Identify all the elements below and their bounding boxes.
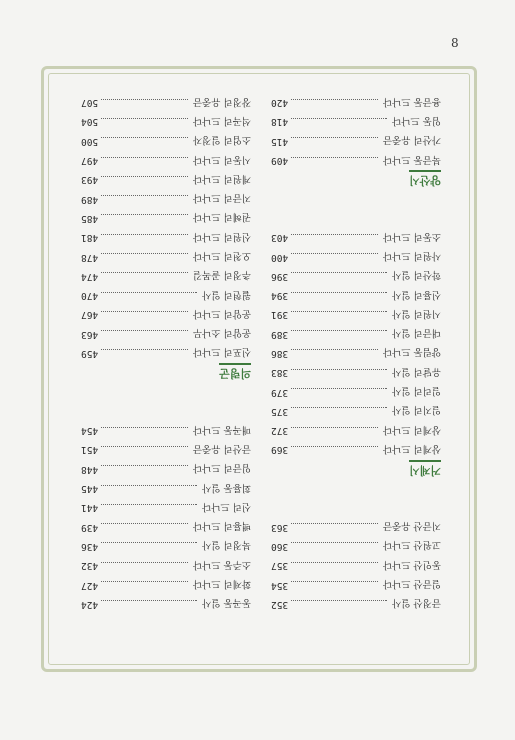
entry-title: 대금리 일사 (392, 327, 441, 339)
entry-page-number: 427 (81, 579, 99, 591)
entry-page-number: 454 (81, 425, 99, 437)
dot-leader (101, 427, 188, 429)
toc-entry (271, 286, 441, 305)
entry-title: 석곡리 드나다 (192, 114, 251, 126)
spacer (81, 402, 251, 421)
entry-page-number: 369 (271, 444, 289, 456)
dot-leader (101, 330, 188, 332)
entry-page-number: 463 (81, 328, 99, 340)
toc-entry (81, 267, 251, 286)
entry-title: 임동 드나다 (392, 114, 441, 126)
spacer (81, 382, 251, 401)
entry-page-number: 391 (271, 309, 289, 321)
section-heading-row (271, 170, 441, 189)
entry-page-number: 489 (81, 193, 99, 205)
toc-entry (81, 575, 251, 594)
entry-title: 화제리 드나다 (192, 578, 251, 590)
entry-title: 월현리 일사 (202, 288, 251, 300)
dot-leader (291, 157, 378, 159)
section-heading-row (271, 460, 441, 479)
toc-entry (81, 247, 251, 266)
spacer (271, 479, 441, 498)
toc-entry (271, 267, 441, 286)
entry-title: 유달리 일사 (392, 365, 441, 377)
dot-leader (101, 157, 188, 159)
entry-title: 일금산 드나다 (382, 578, 441, 590)
entry-title: 백룡리 드나다 (192, 520, 251, 532)
entry-title: 소업리 일정자 (192, 134, 251, 146)
entry-page-number: 481 (81, 232, 99, 244)
entry-title: 가산리 유중금 (382, 134, 441, 146)
toc-entry (271, 325, 441, 344)
dot-leader (101, 465, 188, 467)
entry-page-number: 386 (271, 348, 289, 359)
entry-page-number: 467 (81, 309, 99, 321)
entry-page-number: 357 (271, 560, 289, 572)
toc-entry (271, 556, 441, 575)
entry-page-number: 432 (81, 560, 99, 572)
dot-leader (291, 137, 378, 139)
entry-title: 회룡동 일사 (202, 481, 251, 493)
toc-entry (271, 151, 441, 170)
entry-title: 시동리 드나다 (192, 153, 251, 165)
entry-title: 상계리 드나다 (382, 423, 441, 435)
dot-leader (101, 137, 188, 139)
entry-title: 북정리 일사 (202, 539, 251, 551)
toc-entry (81, 344, 251, 363)
toc-entry (81, 286, 251, 305)
toc-entry (81, 189, 251, 208)
entry-title: 신원리 드나다 (192, 230, 251, 242)
toc-entry (81, 228, 251, 247)
dot-leader (101, 272, 188, 274)
entry-title: 용금동 드나다 (382, 95, 441, 107)
entry-page-number: 379 (271, 386, 289, 398)
toc-entry (271, 344, 441, 363)
entry-title: 신리 드나다 (202, 500, 251, 512)
entry-title: 추정리 골목길 (192, 269, 251, 281)
entry-title: 일지리 일사 (392, 404, 441, 416)
dot-leader (291, 562, 378, 564)
entry-page-number: 418 (271, 116, 289, 128)
section-heading: 거제시 (409, 460, 441, 479)
dot-leader (101, 504, 197, 506)
entry-page-number: 504 (81, 116, 99, 128)
toc-entry (271, 247, 441, 266)
entry-page-number: 375 (271, 405, 289, 417)
entry-page-number: 448 (81, 463, 99, 475)
dot-leader (101, 581, 188, 583)
entry-title: 소주동 드나다 (192, 558, 251, 570)
section-heading: 의령군 (219, 363, 251, 382)
entry-title: 지금산 유중금 (382, 520, 441, 532)
entry-page-number: 360 (271, 540, 289, 552)
entry-page-number: 396 (271, 270, 289, 282)
dot-leader (101, 350, 188, 352)
entry-page-number: 436 (81, 540, 99, 552)
entry-title: 장정리 유중금 (192, 95, 251, 107)
dot-leader (101, 176, 188, 178)
toc-entry (81, 421, 251, 440)
entry-title: 북금동 드나다 (382, 153, 441, 165)
toc-entry (81, 479, 251, 498)
entry-page-number: 415 (271, 135, 289, 147)
entry-page-number: 439 (81, 521, 99, 533)
dot-leader (101, 562, 188, 564)
toc-entry (81, 151, 251, 170)
toc-entry (271, 305, 441, 324)
entry-title: 학산리 일사 (392, 269, 441, 281)
dot-leader (291, 272, 387, 274)
section-heading-row (81, 363, 251, 382)
dot-leader (291, 118, 387, 120)
spacer (271, 209, 441, 228)
entry-title: 신포리 드나다 (192, 346, 251, 358)
toc-entry (271, 382, 441, 401)
entry-title: 동인산 드나다 (382, 558, 441, 570)
toc-entry (81, 209, 251, 228)
entry-title: 고원산 드나다 (382, 539, 441, 551)
dot-leader (291, 234, 378, 236)
entry-title: 운암리 소나무 (192, 327, 251, 339)
entry-page-number: 403 (271, 232, 289, 244)
dot-leader (291, 581, 378, 583)
dot-leader (291, 427, 378, 429)
toc-entry (271, 132, 441, 151)
entry-page-number: 474 (81, 270, 99, 282)
toc-column-left (271, 93, 441, 614)
spacer (271, 498, 441, 517)
dot-leader (291, 542, 378, 544)
entry-title: 사원리 드나다 (382, 250, 441, 262)
toc-entry (81, 537, 251, 556)
toc-entry (271, 595, 441, 614)
dot-leader (291, 253, 378, 255)
toc-entry (81, 112, 251, 131)
entry-page-number: 363 (271, 521, 289, 533)
entry-page-number: 470 (81, 290, 99, 302)
dot-leader (101, 253, 188, 255)
page-number: 8 (451, 36, 459, 50)
entry-title: 권혜리 드나다 (192, 211, 251, 223)
toc-entry (81, 498, 251, 517)
entry-title: 오천리 드나다 (192, 250, 251, 262)
toc-entry (81, 460, 251, 479)
toc-entry (81, 518, 251, 537)
entry-title: 소동리 드나다 (382, 230, 441, 242)
entry-page-number: 459 (81, 348, 99, 359)
entry-page-number: 389 (271, 328, 289, 340)
entry-page-number: 354 (271, 579, 289, 591)
toc-entry (271, 575, 441, 594)
entry-page-number: 507 (81, 97, 99, 109)
entry-title: 시원리 일사 (392, 307, 441, 319)
dot-leader (291, 330, 387, 332)
dot-leader (291, 369, 387, 371)
dot-leader (291, 523, 378, 525)
entry-title: 매곡동 드나다 (192, 423, 251, 435)
toc-entry (271, 228, 441, 247)
toc-entry (271, 537, 441, 556)
toc-entry (271, 112, 441, 131)
dot-leader (291, 388, 387, 390)
dot-leader (101, 523, 188, 525)
entry-page-number: 485 (81, 212, 99, 224)
dot-leader (101, 214, 188, 216)
dot-leader (101, 118, 188, 120)
entry-page-number: 497 (81, 155, 99, 167)
toc-entry (81, 305, 251, 324)
toc-entry (81, 595, 251, 614)
entry-title: 일리리 일사 (392, 385, 441, 397)
dot-leader (101, 600, 197, 602)
dot-leader (101, 311, 188, 313)
dot-leader (291, 600, 387, 602)
dot-leader (291, 292, 387, 294)
entry-page-number: 409 (271, 155, 289, 167)
toc-entry (81, 440, 251, 459)
entry-title: 신룡리 일사 (392, 288, 441, 300)
dot-leader (101, 99, 188, 101)
entry-page-number: 500 (81, 135, 99, 147)
toc-entry (271, 518, 441, 537)
toc-entry (271, 421, 441, 440)
toc-entry (81, 556, 251, 575)
entry-page-number: 400 (271, 251, 289, 263)
table-of-contents (41, 66, 477, 672)
toc-column-right (81, 93, 251, 614)
dot-leader (101, 542, 197, 544)
dot-leader (101, 446, 188, 448)
entry-page-number: 372 (271, 425, 289, 437)
toc-entry (271, 440, 441, 459)
dot-leader (291, 350, 378, 352)
entry-page-number: 478 (81, 251, 99, 263)
toc-entry (81, 93, 251, 112)
entry-page-number: 394 (271, 290, 289, 302)
dot-leader (101, 234, 188, 236)
entry-title: 임금리 드나다 (192, 462, 251, 474)
entry-title: 지금리 드나다 (192, 192, 251, 204)
entry-page-number: 352 (271, 598, 289, 610)
entry-title: 양림동 드나다 (382, 346, 441, 358)
dot-leader (101, 195, 188, 197)
entry-page-number: 451 (81, 444, 99, 456)
entry-page-number: 441 (81, 502, 99, 514)
entry-page-number: 445 (81, 483, 99, 495)
section-heading: 양산시 (409, 170, 441, 189)
entry-title: 상계리 드나다 (382, 442, 441, 454)
entry-page-number: 424 (81, 598, 99, 610)
dot-leader (291, 446, 378, 448)
toc-entry (271, 93, 441, 112)
entry-title: 운암리 드나다 (192, 307, 251, 319)
entry-page-number: 493 (81, 174, 99, 186)
entry-title: 동곡동 일사 (202, 597, 251, 609)
dot-leader (291, 99, 378, 101)
dot-leader (291, 407, 387, 409)
spacer (271, 189, 441, 208)
toc-entry (271, 363, 441, 382)
toc-entry (81, 325, 251, 344)
entry-title: 금산리 유중금 (192, 442, 251, 454)
toc-entry (81, 132, 251, 151)
dot-leader (101, 292, 197, 294)
dot-leader (101, 485, 197, 487)
entry-title: 금정산 일사 (392, 597, 441, 609)
entry-title: 계원리 드나다 (192, 172, 251, 184)
toc-entry (271, 402, 441, 421)
entry-page-number: 383 (271, 367, 289, 379)
dot-leader (291, 311, 387, 313)
toc-entry (81, 170, 251, 189)
entry-page-number: 420 (271, 97, 289, 109)
